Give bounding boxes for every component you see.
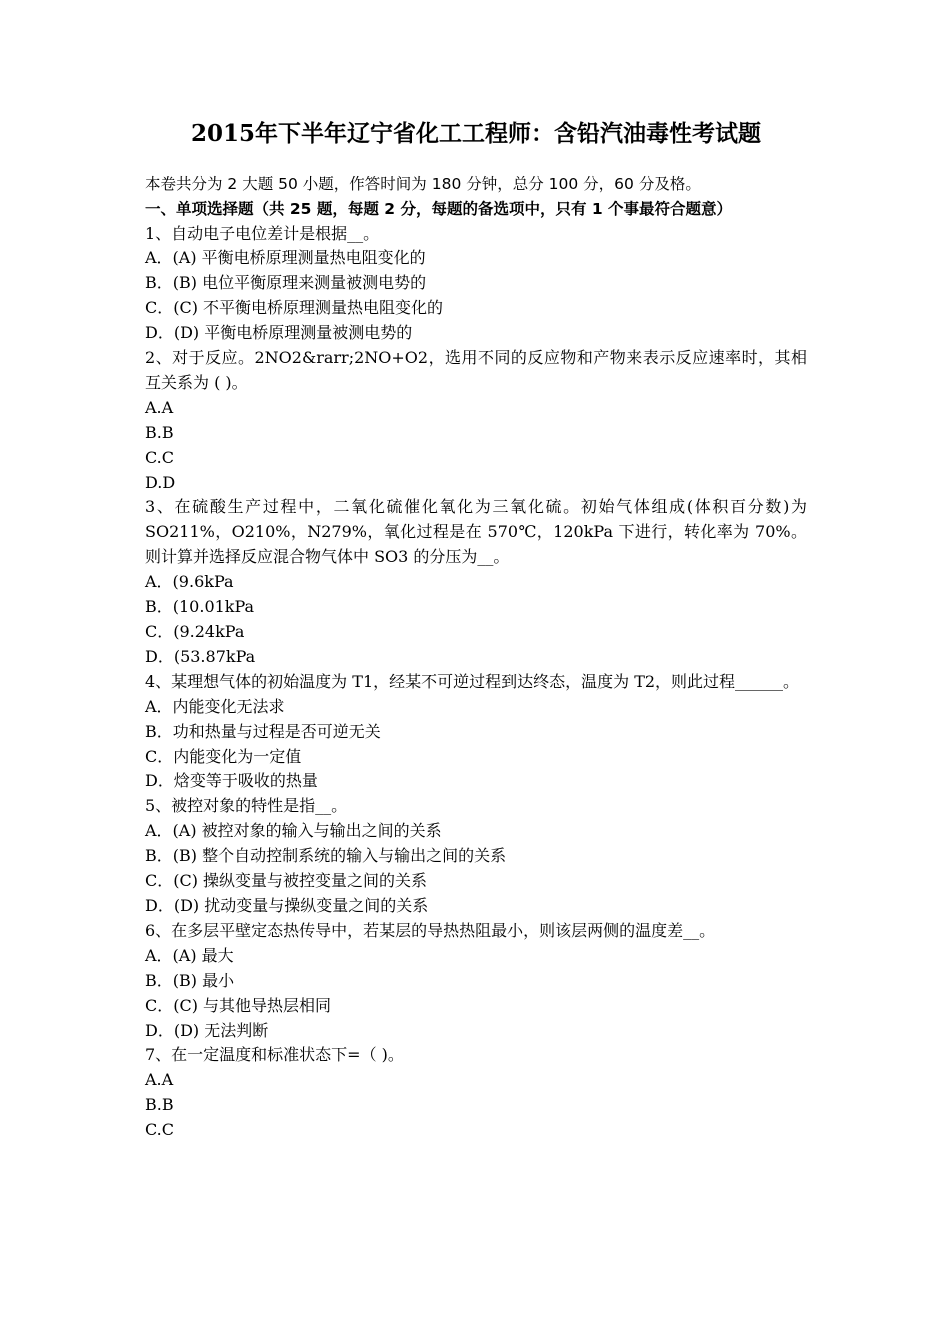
question-stem: 3、在硫酸生产过程中，二氧化硫催化氧化为三氧化硫。初始气体组成(体积百分数)为 SO211%，O210%，N279%，氧化过程是在 570℃，120kPa 下进行，转化率为 70%。则计算并选择反应混合物气体中 SO3 的分压为__。 xyxy=(145,497,807,567)
answer-option: B．(B) 整个自动控制系统的输入与输出之间的关系 xyxy=(145,846,507,866)
answer-option: A.A xyxy=(145,397,174,417)
document-title: 2015年下半年辽宁省化工工程师：含铅汽油毒性考试题 xyxy=(190,120,761,147)
question-stem: 6、在多层平壁定态热传导中，若某层的导热热阻最小，则该层两侧的温度差__。 xyxy=(145,920,716,940)
question-block xyxy=(145,670,807,795)
answer-option: B.B xyxy=(145,422,174,442)
exam-intro: 本卷共分为 2 大题 50 小题，作答时间为 180 分钟，总分 100 分，60 分及格。 xyxy=(145,175,701,193)
answer-option: B．功和热量与过程是否可逆无关 xyxy=(145,721,381,741)
question-block xyxy=(145,346,807,495)
answer-option: C．内能变化为一定值 xyxy=(145,746,302,766)
question-stem: 5、被控对象的特性是指__。 xyxy=(145,796,348,816)
answer-option: B．(B) 最小 xyxy=(145,970,235,990)
question-stem: 2、对于反应。2NO2&rarr;2NO+O2，选用不同的反应物和产物来表示反应速率时，其相互关系为 ( )。 xyxy=(145,348,807,392)
answer-option: A．(9.6kPa xyxy=(145,572,234,592)
answer-option: C．(C) 不平衡电桥原理测量热电阻变化的 xyxy=(145,298,444,318)
answer-option: D．(53.87kPa xyxy=(145,646,256,666)
answer-option: D．(D) 无法判断 xyxy=(145,1020,269,1040)
answer-option: B．(10.01kPa xyxy=(145,597,255,617)
answer-option: D．焓变等于吸收的热量 xyxy=(145,771,318,791)
answer-option: C.C xyxy=(145,447,174,467)
answer-option: D．(D) 扰动变量与操纵变量之间的关系 xyxy=(145,895,429,915)
answer-option: C．(C) 与其他导热层相同 xyxy=(145,995,332,1015)
question-block xyxy=(145,1043,807,1143)
question-stem: 1、自动电子电位差计是根据__。 xyxy=(145,223,380,243)
section-heading: 一、单项选择题（共 25 题，每题 2 分，每题的备选项中，只有 1 个事最符合题意） xyxy=(145,200,733,218)
question-list xyxy=(145,222,807,1144)
answer-option: A．内能变化无法求 xyxy=(145,696,285,716)
answer-option: A．(A) 最大 xyxy=(145,945,234,965)
question-block xyxy=(145,794,807,919)
document-content xyxy=(145,118,807,1143)
question-stem: 4、某理想气体的初始温度为 T1，经某不可逆过程到达终态，温度为 T2，则此过程______。 xyxy=(145,671,800,691)
question-block xyxy=(145,222,807,347)
answer-option: A．(A) 平衡电桥原理测量热电阻变化的 xyxy=(145,248,426,268)
question-block xyxy=(145,919,807,1044)
question-block xyxy=(145,495,807,669)
answer-option: B．(B) 电位平衡原理来测量被测电势的 xyxy=(145,273,427,293)
answer-option: D.D xyxy=(145,472,176,492)
answer-option: A．(A) 被控对象的输入与输出之间的关系 xyxy=(145,821,442,841)
answer-option: C．(9.24kPa xyxy=(145,622,245,641)
answer-option: A.A xyxy=(145,1070,174,1090)
question-stem: 7、在一定温度和标准状态下=（ )。 xyxy=(145,1045,404,1065)
answer-option: B.B xyxy=(145,1095,174,1115)
answer-option: D．(D) 平衡电桥原理测量被测电势的 xyxy=(145,323,413,343)
answer-option: C．(C) 操纵变量与被控变量之间的关系 xyxy=(145,871,428,891)
answer-option: C.C xyxy=(145,1120,174,1140)
